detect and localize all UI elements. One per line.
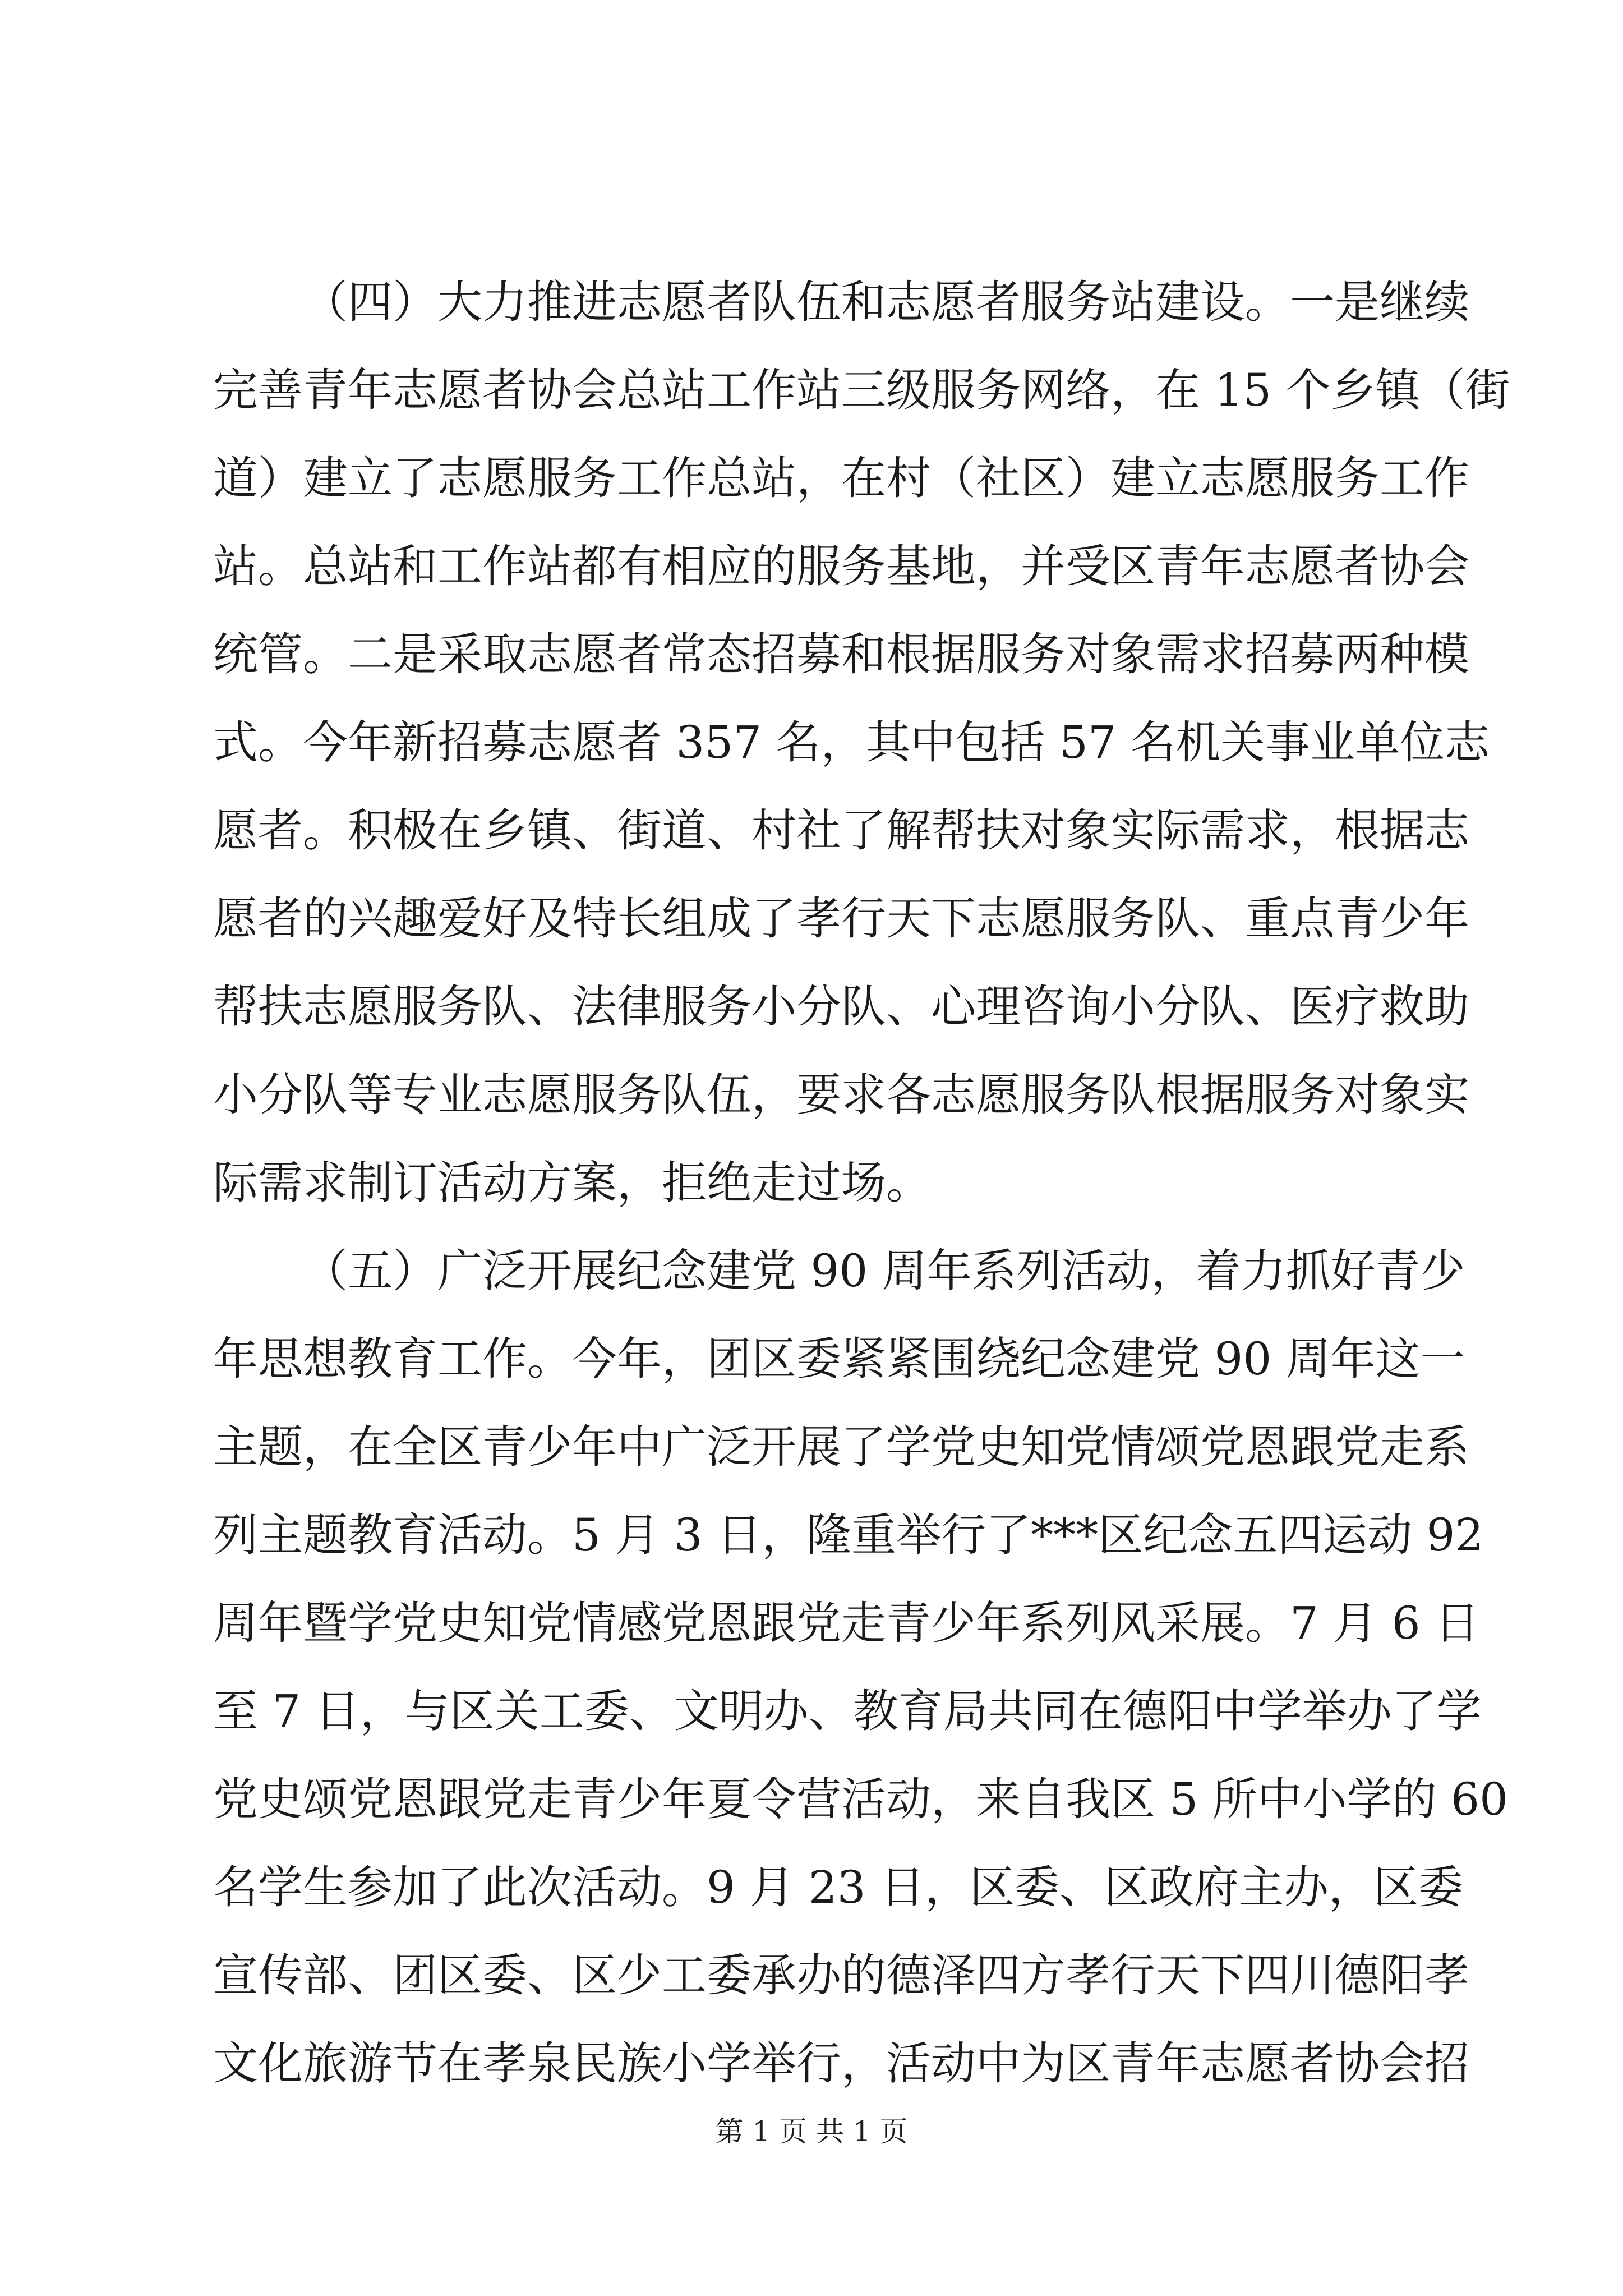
paragraph-5-line-8: 名学生参加了此次活动。9 月 23 日，区委、区政府主办，区委 xyxy=(213,1861,1463,1913)
paragraph-4-line-9: 帮扶志愿服务队、法律服务小分队、心理咨询小分队、医疗救助 xyxy=(213,981,1469,1033)
paragraph-5-line-2: 年思想教育工作。今年，团区委紧紧围绕纪念建党 90 周年这一 xyxy=(213,1333,1465,1385)
paragraph-4-line-1: （四）大力推进志愿者队伍和志愿者服务站建设。一是继续 xyxy=(303,276,1469,328)
paragraph-4-line-5: 统管。二是采取志愿者常态招募和根据服务对象需求招募两种模 xyxy=(213,628,1469,680)
paragraph-5-line-3: 主题，在全区青少年中广泛开展了学党史知党情颂党恩跟党走系 xyxy=(213,1421,1469,1473)
paragraph-4-line-10: 小分队等专业志愿服务队伍，要求各志愿服务队根据服务对象实 xyxy=(213,1069,1469,1121)
paragraph-4-line-8: 愿者的兴趣爱好及特长组成了孝行天下志愿服务队、重点青少年 xyxy=(213,892,1469,945)
paragraph-5-line-9: 宣传部、团区委、区少工委承办的德泽四方孝行天下四川德阳孝 xyxy=(213,1949,1469,2001)
paragraph-5-line-5: 周年暨学党史知党情感党恩跟党走青少年系列风采展。7 月 6 日 xyxy=(213,1597,1480,1649)
body-text xyxy=(213,258,1510,2108)
paragraph-5-line-10: 文化旅游节在孝泉民族小学举行，活动中为区青年志愿者协会招 xyxy=(213,2037,1469,2090)
paragraph-4-line-7: 愿者。积极在乡镇、街道、村社了解帮扶对象实际需求，根据志 xyxy=(213,804,1469,857)
paragraph-4-line-11: 际需求制订活动方案，拒绝走过场。 xyxy=(213,1157,931,1209)
paragraph-5-line-1: （五）广泛开展纪念建党 90 周年系列活动，着力抓好青少 xyxy=(303,1245,1465,1297)
paragraph-5-line-6: 至 7 日，与区关工委、文明办、教育局共同在德阳中学举办了学 xyxy=(213,1685,1482,1737)
paragraph-4-line-6: 式。今年新招募志愿者 357 名，其中包括 57 名机关事业单位志 xyxy=(213,716,1490,769)
paragraph-4-line-2: 完善青年志愿者协会总站工作站三级服务网络，在 15 个乡镇（街 xyxy=(213,364,1510,416)
paragraph-4-line-4: 站。总站和工作站都有相应的服务基地，并受区青年志愿者协会 xyxy=(213,540,1469,592)
paragraph-5-line-7: 党史颂党恩跟党走青少年夏令营活动，来自我区 5 所中小学的 60 xyxy=(213,1773,1508,1825)
paragraph-5-line-4: 列主题教育活动。5 月 3 日，隆重举行了***区纪念五四运动 92 xyxy=(213,1509,1484,1561)
page-footer: 第 1 页 共 1 页 xyxy=(715,2115,908,2148)
paragraph-4-line-3: 道）建立了志愿服务工作总站，在村（社区）建立志愿服务工作 xyxy=(213,452,1469,504)
